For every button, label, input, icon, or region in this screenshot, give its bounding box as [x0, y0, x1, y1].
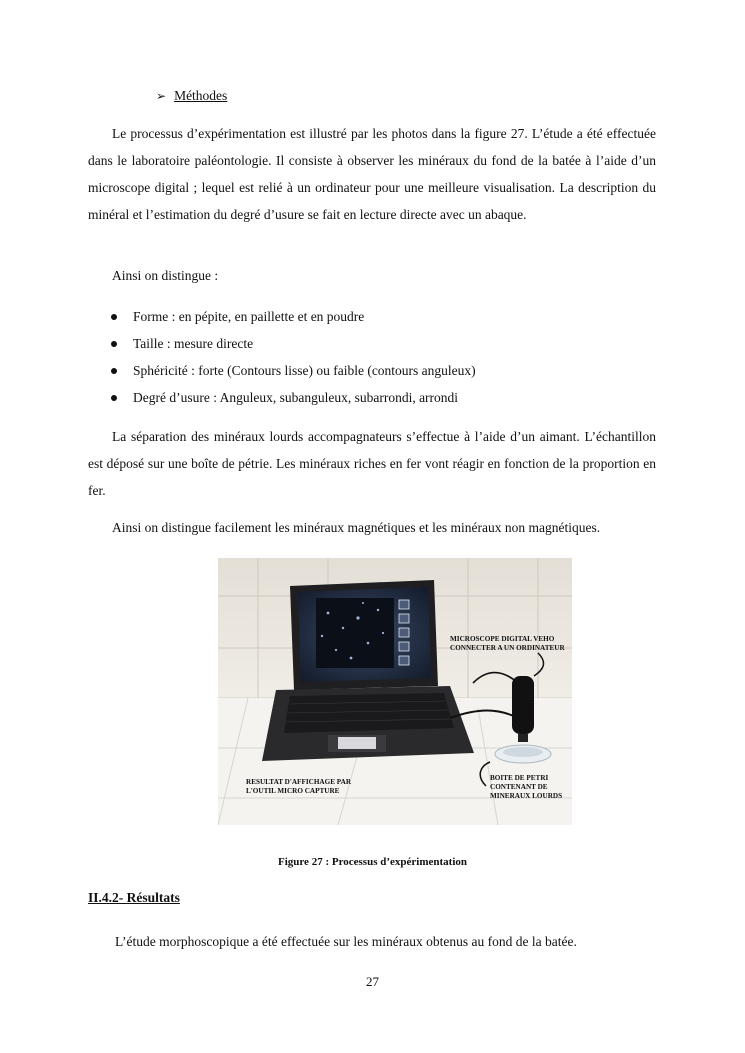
- section-heading-resultats: II.4.2- Résultats: [88, 890, 180, 905]
- label-boite-line3: MINERAUX LOURDS: [490, 792, 563, 800]
- criteria-list: [108, 303, 476, 411]
- bullet-dot-icon: [111, 395, 117, 401]
- experiment-photo: [218, 558, 572, 825]
- label-resultat-line1: RESULTAT D'AFFICHAGE PAR: [246, 778, 352, 786]
- list-item: [108, 303, 476, 330]
- paragraph-distinguish: Ainsi on distingue :: [112, 268, 219, 283]
- list-item-text: Sphéricité : forte (Contours lisse) ou faible (contours anguleux): [133, 363, 476, 378]
- label-boite-line2: CONTENANT DE: [490, 783, 548, 791]
- bullet-dot-icon: [111, 314, 117, 320]
- methodes-heading-text: Méthodes: [174, 88, 228, 103]
- label-boite-line1: BOITE DE PETRI: [490, 774, 549, 782]
- label-microscope-line1: MICROSCOPE DIGITAL VEHO: [450, 635, 555, 643]
- methodes-heading: [156, 88, 227, 104]
- paragraph-separation: La séparation des minéraux lourds accompagnateurs s’effectue à l’aide d’un aimant. L’échantillon est déposé sur une boîte de pétrie. Les minéraux riches en fer vont réagir en fonction de la proportion en fer.: [88, 429, 656, 498]
- list-item-text: Degré d’usure : Anguleux, subanguleux, subarrondi, arrondi: [133, 390, 459, 405]
- bullet-dot-icon: [111, 368, 117, 374]
- list-item-text: Taille : mesure directe: [133, 336, 254, 351]
- label-resultat-line2: L'OUTIL MICRO CAPTURE: [246, 787, 340, 795]
- paragraph-results: L’étude morphoscopique a été effectuée sur les minéraux obtenus au fond de la batée.: [115, 934, 577, 949]
- figure-caption: Figure 27 : Processus d’expérimentation: [277, 856, 467, 868]
- paragraph-magnetic: Ainsi on distingue facilement les minéraux magnétiques et les minéraux non magnétiques.: [112, 520, 601, 535]
- label-microscope-line2: CONNECTER A UN ORDINATEUR: [450, 644, 565, 652]
- arrow-bullet-icon: ➢: [156, 89, 167, 103]
- list-item-text: Forme : en pépite, en paillette et en poudre: [133, 309, 365, 324]
- list-item: [108, 330, 476, 357]
- bullet-dot-icon: [111, 341, 117, 347]
- page-number: 27: [366, 974, 379, 989]
- list-item: [108, 357, 476, 384]
- list-item: [108, 384, 476, 411]
- paragraph-process: Le processus d’expérimentation est illustré par les photos dans la figure 27. L’étude a été effectuée dans le laboratoire paléontologie. Il consiste à observer les minéraux du fond de la batée à l’aide d’un microscope digital ; lequel est relié à un ordinateur pour une meilleure visualisation. La description du minéral et l’estimation du degré d’usure se fait en lecture directe avec un abaque.: [88, 126, 656, 222]
